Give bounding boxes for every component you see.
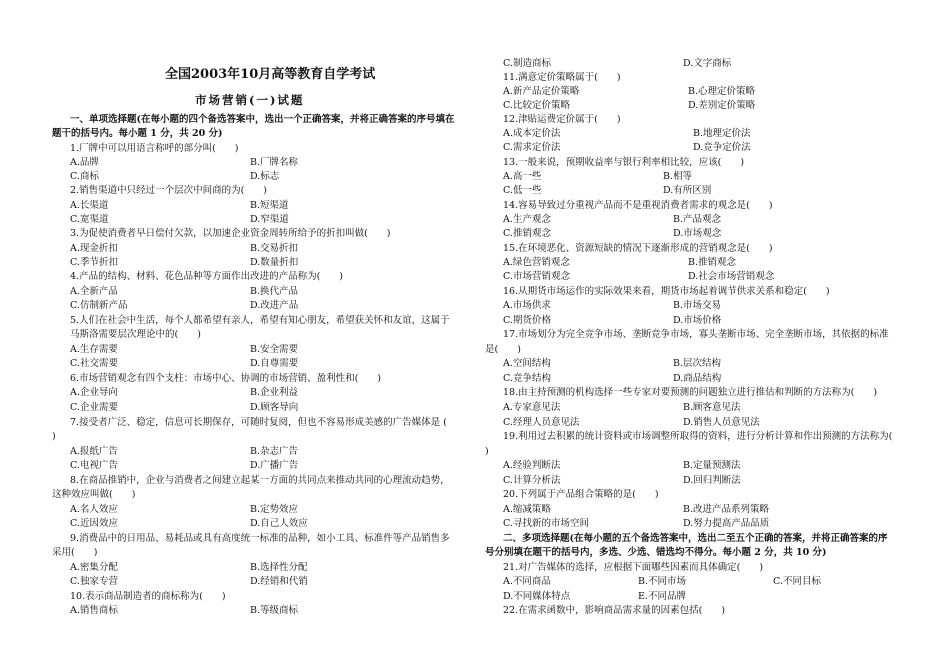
question-4-option-d: D.改进产品 (250, 300, 299, 311)
question-10-option-b: B.等级商标 (250, 605, 299, 616)
question-20-option-c: C.寻找新的市场空间 (503, 518, 589, 529)
question-17-option-d: D.商品结构 (673, 373, 722, 384)
question-13-option-b: B.相等 (663, 171, 693, 182)
question-21-option-e: E.不同品牌 (638, 591, 686, 602)
question-1-option-c: C.商标 (70, 171, 99, 182)
question-6-option-d: D.顾客导向 (250, 402, 299, 413)
question-11-option-c: C.比较定价策略 (503, 100, 570, 111)
question-16-option-a: A.市场供求 (503, 300, 551, 311)
question-8-stem-line1: 8.在商品推销中，企业与消费者之间建立起某一方面的共同点来推动共同的心理流动趋势， (70, 475, 450, 486)
question-10-option-a: A.销售商标 (70, 605, 118, 616)
section1-heading-line2: 题干的括号内。每小题 1 分，共 20 分) (52, 128, 223, 139)
question-17-option-b: B.层次结构 (673, 358, 722, 369)
section2-heading-line1: 二、多项选择题(在每小题的五个备选答案中，选出二至五个正确的答案，并将正确答案的序 (503, 533, 888, 544)
question-12-option-c: C.需求定价法 (503, 142, 561, 153)
question-15-option-c: C.市场营销观念 (503, 271, 570, 282)
question-18-option-a: A.专家意见法 (503, 402, 561, 413)
question-16-option-c: C.期货价格 (503, 315, 551, 326)
question-14-stem: 14.容易导致过分重视产品而不是重视消费者需求的观念是( ) (503, 200, 773, 211)
question-16-option-d: D.市场价格 (673, 315, 722, 326)
question-13-option-c: C.低一些 (503, 185, 542, 196)
question-14-option-b: B.产品观念 (673, 214, 722, 225)
question-1-option-d: D.标志 (250, 171, 280, 182)
section2-heading-line2: 号分别填在题干的括号内，多选、少选、错选均不得分。每小题 2 分，共 10 分) (485, 547, 827, 558)
question-17-stem-line1: 17.市场划分为完全竞争市场、垄断竞争市场，寡头垄断市场、完全垄断市场，其依据的标准 (503, 329, 889, 340)
question-21-option-a: A.不同商品 (503, 576, 551, 587)
question-21-stem: 21.对广告媒体的选择，应根据下面哪些因素而具体确定( ) (503, 562, 764, 573)
question-5-stem-line1: 5.人们在社会中生活，每个人都希望有亲人，希望有知心朋友，希望获关怀和友谊，这属于 (70, 315, 450, 326)
question-7-option-a: A.报纸广告 (70, 446, 118, 457)
question-5-option-d: D.自尊需要 (250, 358, 299, 369)
question-12-stem: 12.津贴运费定价属于( ) (503, 114, 621, 125)
question-3-option-a: A.现金折扣 (70, 243, 118, 254)
question-5-option-b: B.安全需要 (250, 344, 299, 355)
question-18-option-c: C.经理人员意见法 (503, 417, 580, 428)
question-15-option-d: D.社会市场营销观念 (688, 271, 775, 282)
question-19-stem-line1: 19.利用过去积累的统计资料或市场调整所取得的资料，进行分析计算和作出预测的方法称为( (503, 431, 893, 442)
question-7-stem-line1: 7.接受者广泛、稳定，信息可长期保存，可随时复阅，但也不容易形成美感的广告媒体是 ( (70, 417, 447, 428)
question-1-option-b: B.厂牌名称 (250, 157, 299, 168)
question-18-stem: 18.由主持预测的机构选择一些专家对要预测的问题独立进行推估和判断的方法称为( ) (503, 387, 878, 398)
question-6-option-b: B.企业利益 (250, 387, 299, 398)
question-2-option-a: A.长渠道 (70, 200, 109, 211)
question-3-option-b: B.交易折扣 (250, 243, 299, 254)
question-5-option-a: A.生存需要 (70, 344, 118, 355)
question-19-option-c: C.计算分析法 (503, 475, 561, 486)
question-9-option-a: A.密集分配 (70, 562, 118, 573)
question-20-stem: 20.下列属于产品组合策略的是( ) (503, 489, 659, 500)
question-12-option-a: A.成本定价法 (503, 128, 561, 139)
question-14-option-d: D.市场观念 (673, 228, 722, 239)
question-9-option-d: D.经销和代销 (250, 576, 308, 587)
question-2-option-c: C.宽渠道 (70, 214, 109, 225)
question-15-option-b: B.推销观念 (688, 257, 737, 268)
question-21-option-d: D.不同媒体特点 (503, 591, 571, 602)
question-10-stem: 10.表示商品制造者的商标称为( ) (70, 591, 226, 602)
question-11-option-b: B.心理定价策略 (688, 86, 756, 97)
question-3-option-c: C.季节折扣 (70, 257, 118, 268)
question-19-option-b: B.定量预测法 (683, 460, 741, 471)
question-20-option-a: A.缩减策略 (503, 504, 551, 515)
section1-heading-line1: 一、单项选择题(在每小题的四个备选答案中，选出一个正确答案，并将正确答案的序号填在 (70, 114, 455, 125)
question-9-option-b: B.选择性分配 (250, 562, 308, 573)
question-19-option-a: A.经验判断法 (503, 460, 561, 471)
question-17-option-c: C.竞争结构 (503, 373, 551, 384)
question-9-stem-line2: 采用( ) (52, 547, 98, 558)
question-8-option-b: B.定势效应 (250, 504, 299, 515)
question-12-option-d: D.竞争定价法 (693, 142, 751, 153)
question-16-stem: 16.从期货市场运作的实际效果来看，期货市场起着调节供求关系和稳定( ) (503, 286, 830, 297)
question-4-option-a: A.全新产品 (70, 286, 118, 297)
question-4-stem: 4.产品的结构、材料、花色品种等方面作出改进的产品称为( ) (70, 271, 343, 282)
question-11-stem: 11.满意定价策略属于( ) (503, 72, 621, 83)
question-8-option-a: A.名人效应 (70, 504, 118, 515)
question-2-option-d: D.窄渠道 (250, 214, 289, 225)
question-15-option-a: A.绿色营销观念 (503, 257, 570, 268)
question-6-stem: 6.市场营销观念有四个支柱：市场中心、协调的市场营销、盈利性和( ) (70, 373, 381, 384)
question-21-option-b: B.不同市场 (638, 576, 687, 587)
question-22-stem: 22.在需求函数中，影响商品需求量的因素包括( ) (503, 605, 726, 616)
question-17-option-a: A.空间结构 (503, 358, 551, 369)
question-8-stem-line2: 这种效应叫做( ) (52, 489, 136, 500)
question-7-stem-line2: ) (52, 431, 56, 442)
question-6-option-c: C.企业需要 (70, 402, 118, 413)
question-18-option-d: D.销售人员意见法 (683, 417, 760, 428)
question-12-option-b: B.地理定价法 (693, 128, 751, 139)
exam-title: 全国2003年10月高等教育自学考试 (165, 67, 376, 82)
question-14-option-a: A.生产观念 (503, 214, 551, 225)
question-9-option-c: C.独家专营 (70, 576, 118, 587)
question-6-option-a: A.企业导向 (70, 387, 118, 398)
question-11-option-d: D.差别定价策略 (688, 100, 756, 111)
question-7-option-b: B.杂志广告 (250, 446, 299, 457)
question-17-stem-line2: 是( ) (485, 344, 521, 355)
question-4-option-b: B.换代产品 (250, 286, 299, 297)
question-18-option-b: B.顾客意见法 (683, 402, 741, 413)
question-2-stem: 2.销售渠道中只经过一个层次中间商的为( ) (70, 185, 267, 196)
question-1-stem: 1.厂牌中可以用语言称呼的部分叫( ) (70, 143, 239, 154)
question-14-option-c: C.推销观念 (503, 228, 551, 239)
question-20-option-b: B.改进产品系列策略 (683, 504, 770, 515)
question-19-stem-line2: ) (485, 446, 489, 457)
question-16-option-b: B.市场交易 (673, 300, 722, 311)
question-11-option-a: A.新产品定价策略 (503, 86, 580, 97)
question-8-option-d: D.自己人效应 (250, 518, 308, 529)
question-19-option-d: D.回归判断法 (683, 475, 741, 486)
question-13-option-a: A.高一些 (503, 171, 542, 182)
question-21-option-c: C.不同目标 (773, 576, 821, 587)
question-2-option-b: B.短渠道 (250, 200, 289, 211)
question-20-option-d: D.努力提高产品品质 (683, 518, 770, 529)
question-10-option-c: C.制造商标 (503, 58, 551, 69)
question-9-stem-line1: 9.消费品中的日用品、易耗品或具有高度统一标准的品种，如小工具、标准件等产品销售多 (70, 533, 450, 544)
question-13-option-d: D.有所区别 (663, 185, 712, 196)
question-3-option-d: D.数量折扣 (250, 257, 299, 268)
question-7-option-c: C.电视广告 (70, 460, 118, 471)
question-13-stem: 13.一般来说，预期收益率与银行利率相比较，应该( ) (503, 157, 745, 168)
question-5-stem-line2: 马斯洛需要层次理论中的( ) (70, 329, 201, 340)
question-5-option-c: C.社交需要 (70, 358, 118, 369)
question-7-option-d: D.广播广告 (250, 460, 299, 471)
question-1-option-a: A.品牌 (70, 157, 99, 168)
question-8-option-c: C.近因效应 (70, 518, 118, 529)
question-4-option-c: C.仿制新产品 (70, 300, 128, 311)
exam-subtitle: 市场营销(一)试题 (195, 93, 305, 107)
question-15-stem: 15.在环境恶化、资源短缺的情况下逐渐形成的营销观念是( ) (503, 243, 773, 254)
question-10-option-d: D.文字商标 (683, 58, 732, 69)
question-3-stem: 3.为促使消费者早日偿付欠款，以加速企业资金周转所给予的折扣叫做( ) (70, 228, 391, 239)
